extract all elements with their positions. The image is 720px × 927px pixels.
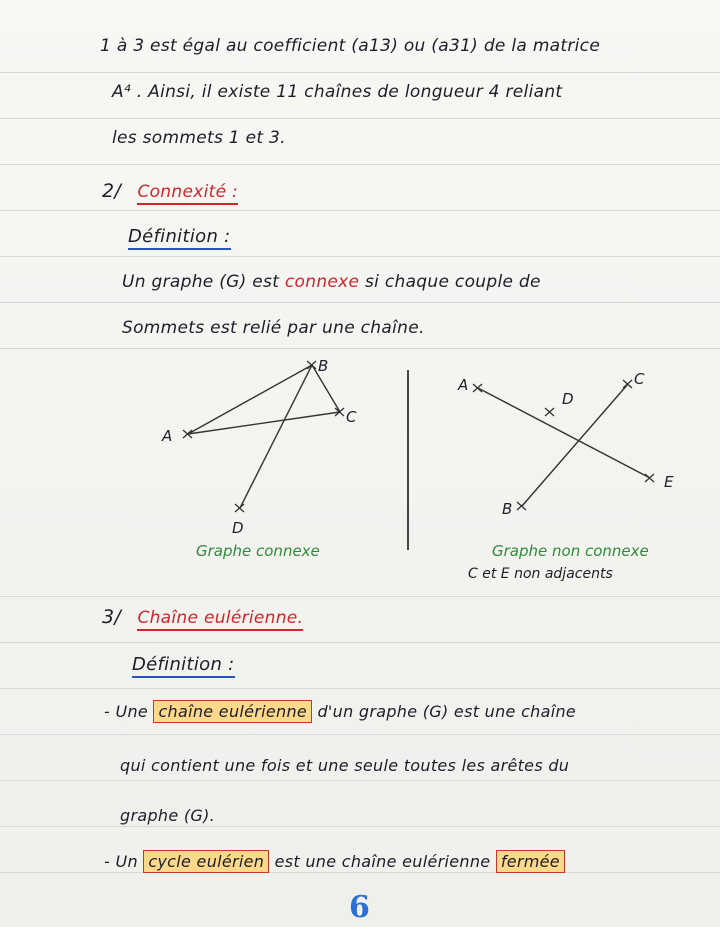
ruled-line [0, 642, 720, 643]
edge-a-b [188, 365, 312, 434]
vertex-a-mark [473, 384, 482, 392]
definition-label-text: Définition : [128, 226, 231, 250]
ruled-line [0, 210, 720, 211]
text-line-2: A⁴ . Ainsi, il existe 11 chaînes de longueur 4 reliant [112, 82, 563, 102]
vertex-label-c: C [346, 408, 357, 426]
keyword-connexe: connexe [284, 272, 360, 292]
ruled-line [0, 302, 720, 303]
ruled-line [0, 826, 720, 827]
vertex-b-mark [307, 361, 316, 369]
vertex-label-c: C [634, 370, 645, 388]
bullet-text: est une chaîne eulérienne [274, 852, 491, 871]
vertex-e-mark [645, 474, 654, 482]
section-3-heading [102, 606, 303, 628]
text-line-1: 1 à 3 est égal au coefficient (a13) ou (a31) de la matrice [100, 36, 601, 56]
ruled-line [0, 118, 720, 119]
ruled-line [0, 348, 720, 349]
vertex-d-mark [545, 408, 554, 416]
bullet-1-line-2: qui contient une fois et une seule toutes les arêtes du [120, 756, 570, 775]
highlight-chaine-eulerienne: chaîne eulérienne [153, 700, 312, 723]
vertex-label-b: B [318, 357, 329, 375]
section-number: 2/ [102, 180, 122, 202]
bullet-1-line-3: graphe (G). [120, 806, 216, 825]
edge-b-c [522, 384, 628, 506]
ruled-line [0, 734, 720, 735]
bullet-2-line-1 [104, 852, 565, 871]
section-title: Chaîne eulérienne. [137, 608, 303, 631]
vertex-label-e: E [664, 473, 674, 491]
definition-line-2: Sommets est relié par une chaîne. [122, 318, 425, 338]
section-title: Connexité : [137, 182, 238, 205]
vertex-d-mark [235, 504, 244, 512]
section-2-heading [102, 180, 238, 202]
edge-b-d [240, 365, 312, 508]
caption-not-connected: Graphe non connexe [492, 542, 649, 560]
highlight-cycle-eulerien: cycle eulérien [143, 850, 269, 873]
caption-connected: Graphe connexe [196, 542, 320, 560]
ruled-line [0, 72, 720, 73]
definition-label [128, 226, 231, 247]
bullet-1-line-1 [104, 702, 576, 721]
ruled-line [0, 256, 720, 257]
edge-a-c [188, 412, 340, 434]
ruled-line [0, 596, 720, 597]
definition-label-text: Définition : [132, 654, 235, 678]
definition-text: si chaque couple de [364, 272, 541, 292]
vertex-c-mark [623, 380, 632, 388]
section-number: 3/ [102, 606, 122, 628]
definition-text: Un graphe (G) est [122, 272, 280, 292]
vertex-label-a: A [162, 427, 173, 445]
ruled-line [0, 164, 720, 165]
text-line-3: les sommets 1 et 3. [112, 128, 286, 148]
page-number: 6 [349, 890, 370, 925]
vertex-label-b: B [502, 500, 513, 518]
graph-figures [0, 350, 720, 595]
definition-line-1 [122, 272, 541, 292]
vertex-b-mark [517, 502, 526, 510]
vertex-label-d: D [232, 519, 244, 537]
caption-note: C et E non adjacents [468, 566, 613, 582]
ruled-line [0, 780, 720, 781]
bullet-text: - Un [104, 852, 138, 871]
ruled-line [0, 688, 720, 689]
bullet-text: d'un graphe (G) est une chaîne [317, 702, 577, 721]
bullet-text: - Une [104, 702, 149, 721]
vertex-label-d: D [562, 390, 574, 408]
ruled-line [0, 872, 720, 873]
definition-label [132, 654, 235, 675]
highlight-fermee: fermée [496, 850, 565, 873]
vertex-label-a: A [458, 376, 469, 394]
